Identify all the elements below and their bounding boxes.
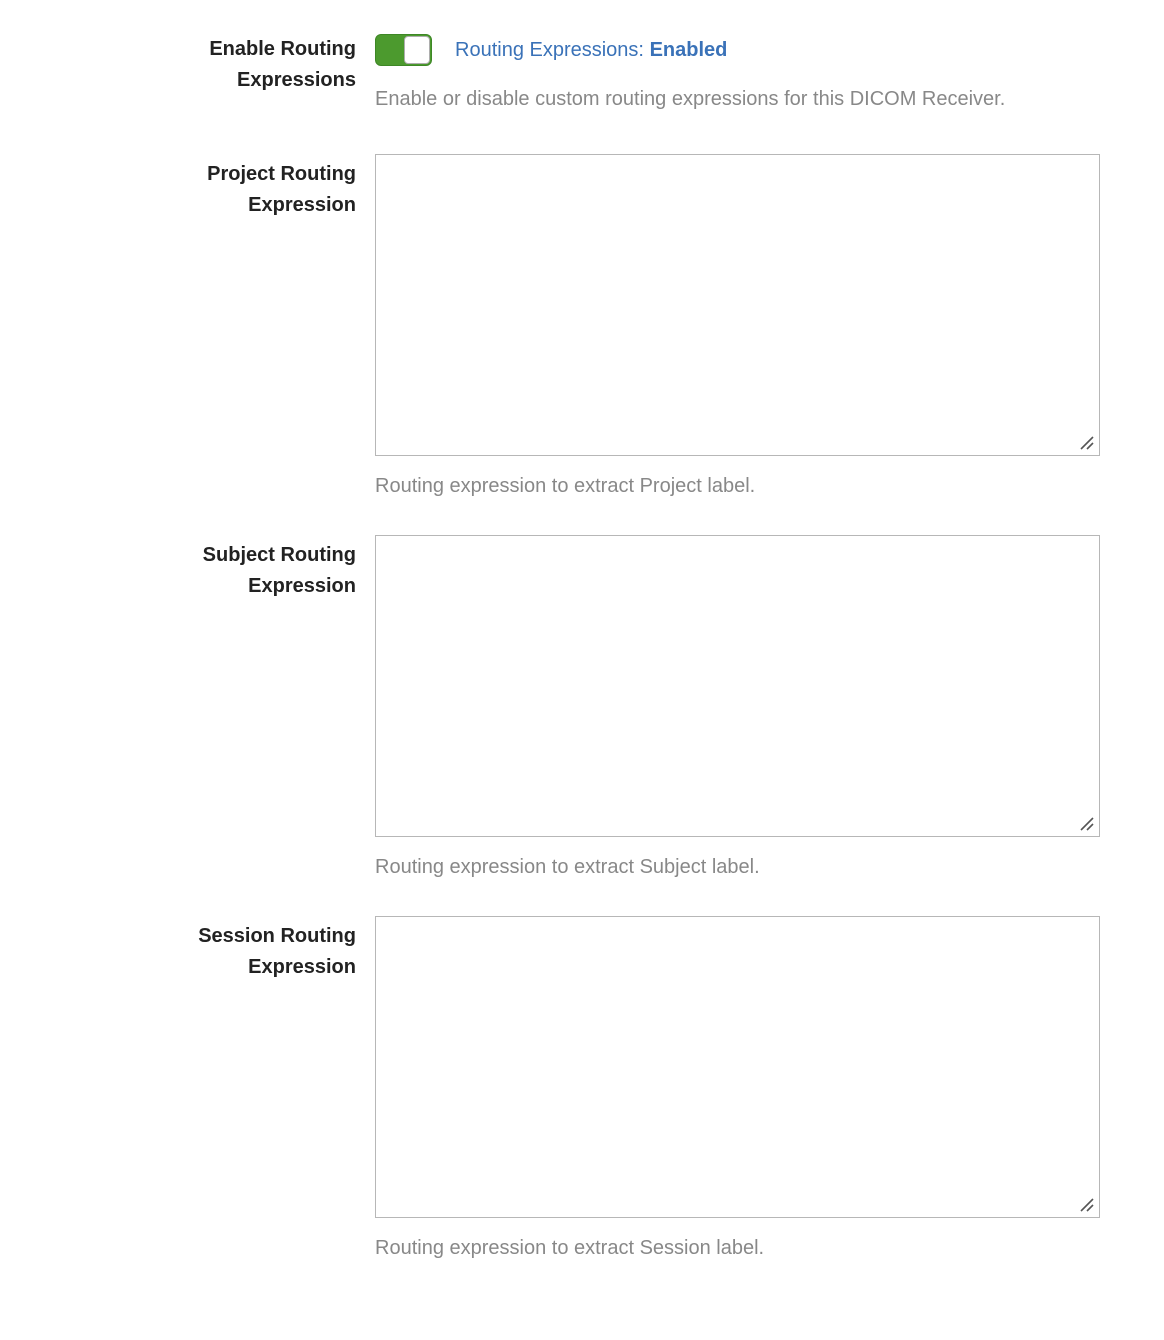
form-row-project-routing bbox=[0, 154, 1164, 500]
enable-routing-content bbox=[375, 34, 1100, 113]
toggle-line bbox=[375, 34, 1100, 66]
project-routing-content bbox=[375, 154, 1100, 500]
enable-routing-help: Enable or disable custom routing expressions for this DICOM Receiver. bbox=[375, 88, 1006, 110]
toggle-knob-icon bbox=[404, 36, 430, 64]
subject-routing-help: Routing expression to extract Subject label. bbox=[375, 856, 760, 878]
toggle-status-value: Enabled bbox=[649, 38, 728, 61]
form-row-session-routing bbox=[0, 916, 1164, 1262]
project-routing-textarea-wrap bbox=[375, 154, 1100, 456]
project-routing-textarea[interactable] bbox=[375, 154, 1100, 456]
project-routing-help: Routing expression to extract Project label. bbox=[375, 475, 756, 497]
routing-expressions-toggle[interactable] bbox=[375, 34, 432, 66]
session-routing-content bbox=[375, 916, 1100, 1262]
session-routing-label: Session Routing Expression bbox=[198, 925, 356, 978]
enable-routing-label: Enable Routing Expressions bbox=[209, 38, 356, 91]
toggle-status-text[interactable] bbox=[455, 39, 727, 62]
form-row-enable-routing bbox=[0, 34, 1164, 113]
subject-routing-textarea[interactable] bbox=[375, 535, 1100, 837]
toggle-status-label: Routing Expressions: bbox=[455, 38, 644, 61]
form-row-subject-routing bbox=[0, 535, 1164, 881]
session-routing-help: Routing expression to extract Session label. bbox=[375, 1237, 765, 1259]
session-routing-textarea-wrap bbox=[375, 916, 1100, 1218]
subject-routing-label: Subject Routing Expression bbox=[202, 544, 356, 597]
subject-routing-textarea-wrap bbox=[375, 535, 1100, 837]
subject-routing-content bbox=[375, 535, 1100, 881]
session-routing-textarea[interactable] bbox=[375, 916, 1100, 1218]
project-routing-label: Project Routing Expression bbox=[207, 163, 356, 216]
